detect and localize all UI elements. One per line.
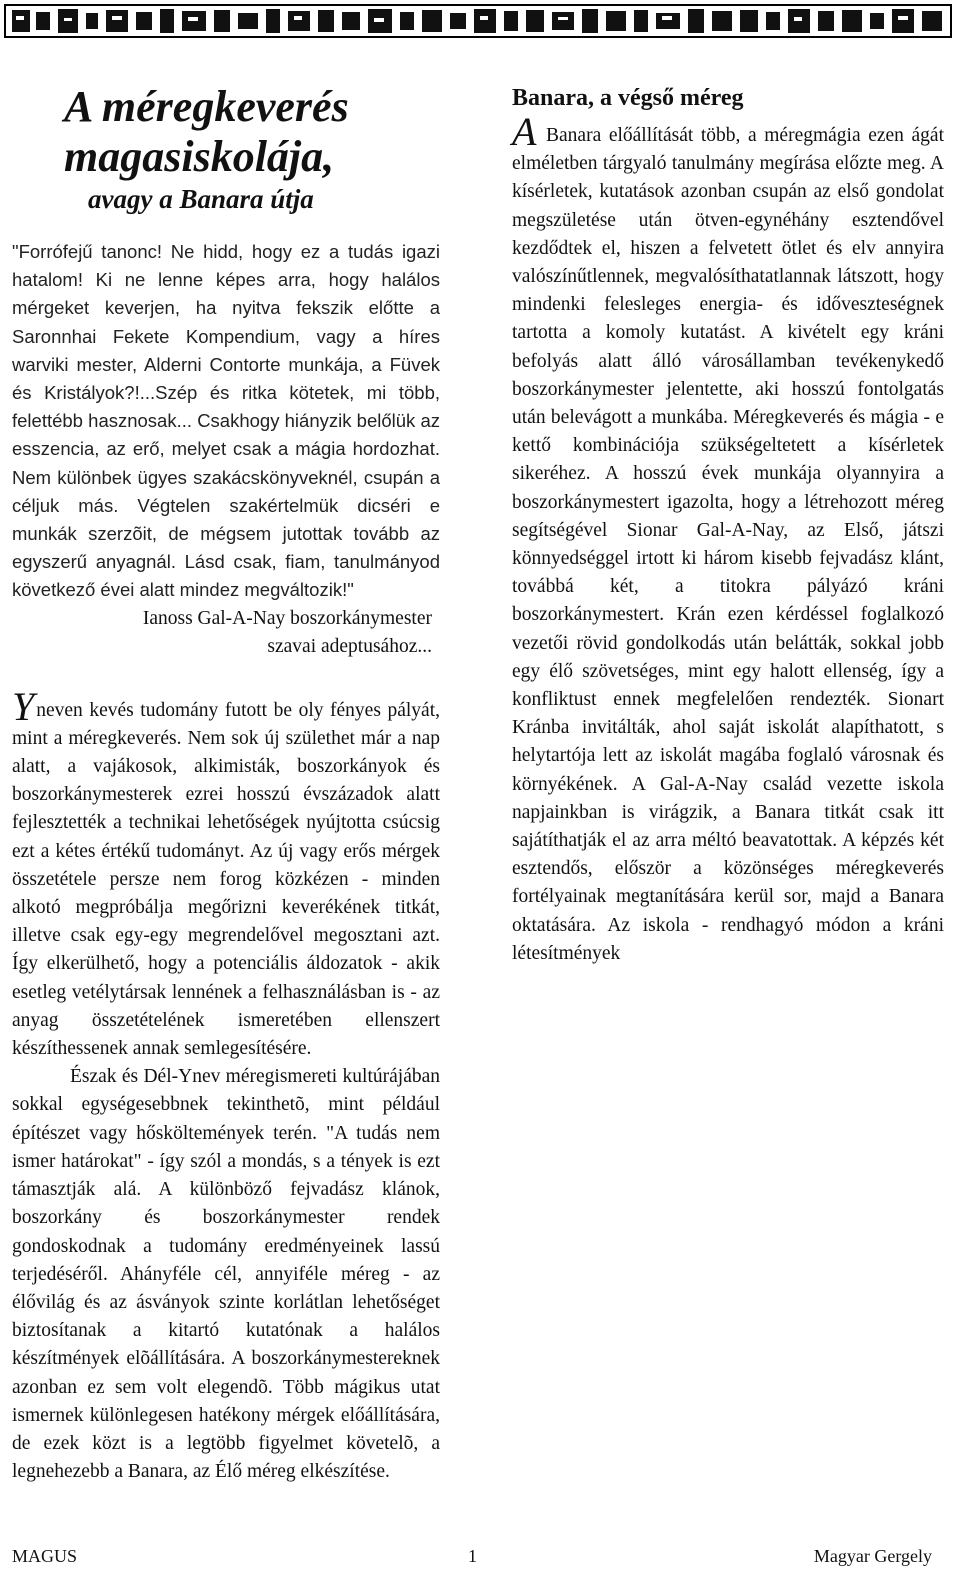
dropcap-a: A (512, 109, 537, 154)
paragraph-2: Észak és Dél-Ynev méregismereti kultúrájában sokkal egységesebbnek tekinthetõ, mint például építészet vagy hősköltemények terén. "A tudás nem ismer határokat" - így szól a mondás, s a tények is ezt támasztják alá. A különböző fejvadász klánok, boszorkány és boszorkánymester rendek gondoskodnak a tudomány eredményeinek lassú terjedéséről. Ahányféle cél, annyiféle méreg - az élővilág és az ásványok szinte korlátlan lehetőséget biztosítanak a kitartó kutatónak a halálos készítmények elõállítására. A boszorkánymestereknek azonban ez sem volt elegendõ. Több mágikus utat ismernek különlegesen hatékony mérgek előállítására, de ezek közt is a legtöbb figyelmet követelõ, a legnehezebb a Banara, az Élő méreg elkészítése. (12, 1066, 440, 1483)
footer-right: Magyar Gergely (813, 1546, 932, 1566)
article-title (12, 82, 440, 182)
footer-left: MAGUS (12, 1546, 78, 1566)
left-column (12, 64, 440, 1486)
epigraph-signature (12, 605, 440, 661)
section-heading: Banara, a végső méreg (512, 85, 744, 111)
paragraph-1 (12, 683, 440, 1064)
signature-line-1: Ianoss Gal-A-Nay boszorkánymester (142, 607, 432, 629)
decorative-banner (4, 4, 952, 38)
dropcap-y: Y (12, 683, 35, 729)
signature-line-2: szavai adeptusához... (267, 635, 432, 657)
epigraph-quote: "Forrófejű tanonc! Ne hidd, hogy ez a tudás igazi hatalom! Ki ne lenne képes arra, hogy halálos mérgeket keverjen, ha nyitva fekszik előtte a Saronnhai Fekete Kompendium, vagy a híres warviki mester, Alderni Contorte munkája, a Füvek és Kristályok?!...Szép és ritka kötetek, mi több, felettébb hasznosak... Csakhogy hiányzik belőlük az esszencia, az erő, melyet csak a mágia hordozhat. Nem különbek ügyes szakácskönyveknél, csupán a céljuk más. Végtelen szakértelmük dicséri e munkák szerzõit, de mégsem jutottak tovább az egyszerű anyagnál. Lásd csak, fiam, tanulmányod következő évei alatt mindez megváltozik!" (12, 241, 440, 601)
title-line-2: magasiskolája, (64, 132, 335, 181)
paragraph-3-text: Banara előállítását több, a méregmágia ezen ágát elméletben tárgyaló tanulmány megírása előzte meg. A kísérletek, kutatások azonban csupán az első gondolat megszületése után ötven-egynéhány esztendővel kezdődtek el, hiszen a felvetett ötlet és elv annyira valószínűtlennek, megvalósíthatatlannak látszott, hogy mindenki felesleges energia- és időveszteségnek tartotta a komoly kutatást. A kivételt egy kráni befolyás alatt álló városállamban tevékenykedő boszorkánymester jelentette, aki hosszú fontolgatás után belevágott a munkába. Méregkeverés és mágia - e kettő kombinációja szükségeltetett a kísérletek sikeréhez. A hosszú évek munkája olyannyira a boszorkánymestert igazolta, hogy a létrehozott méreg segítségével Sionar Gal-A-Nay, az Első, játszi könnyedséggel irtott ki három kisebb fejvadász klánt, továbbá két, a titokra pályázó kráni boszorkánymestert. Krán ezen kérdéssel foglalkozó vezetői rövid gondolkodás után belátták, sokkal jobb egy élő szövetséges, mint egy halott ellenség, így a konfliktust ennek megfelelően rendezték. Sionart Kránba invitálták, ahol saját iskolát alapíthatott, s helytartója lett az iskolát magába foglaló városnak és környékének. A Gal-A-Nay család vezette iskola napjainkban is virágzik, a Banara titkát csak itt sajátíthatják el az arra méltó beavatottak. A képzés két esztendős, először a közönséges méregkeverés fortélyainak megtanítására kerül sor, majd a Banara oktatására. Az iskola - rendhagyó módon a kráni létesítmények (512, 125, 944, 964)
page-number: 1 (468, 1546, 477, 1566)
right-column (512, 72, 944, 968)
article-subtitle: avagy a Banara útja (88, 184, 314, 214)
ornament-icon (6, 6, 950, 36)
title-line-1: A méregkeverés (64, 82, 349, 131)
paragraph-3 (512, 109, 944, 968)
paragraph-1-text: neven kevés tudomány futott be oly fényes pályát, mint a méregkeverés. Nem sok új születhet már a nap alatt, a vajákosok, alkimisták, boszorkányok és boszorkánymesterek ezrei hosszú évszázadok alatt fejlesztették a technikai lehetőségek nyújtotta csúcsig ezt a kétes értékű tudományt. Az új vagy erős mérgek összetétele persze nem forog közkézen - minden alkotó megpróbálja megőrizni keverékének titkát, illetve csak egy-egy megrendelővel megosztani azt. Így elkerülhető, hogy a potenciális áldozatok - akik esetleg vetélytársak lennének a felhasználásban is - az anyag összetételének ismeretében ellenszert készíthessenek annak semlegesítésére. (12, 699, 440, 1060)
